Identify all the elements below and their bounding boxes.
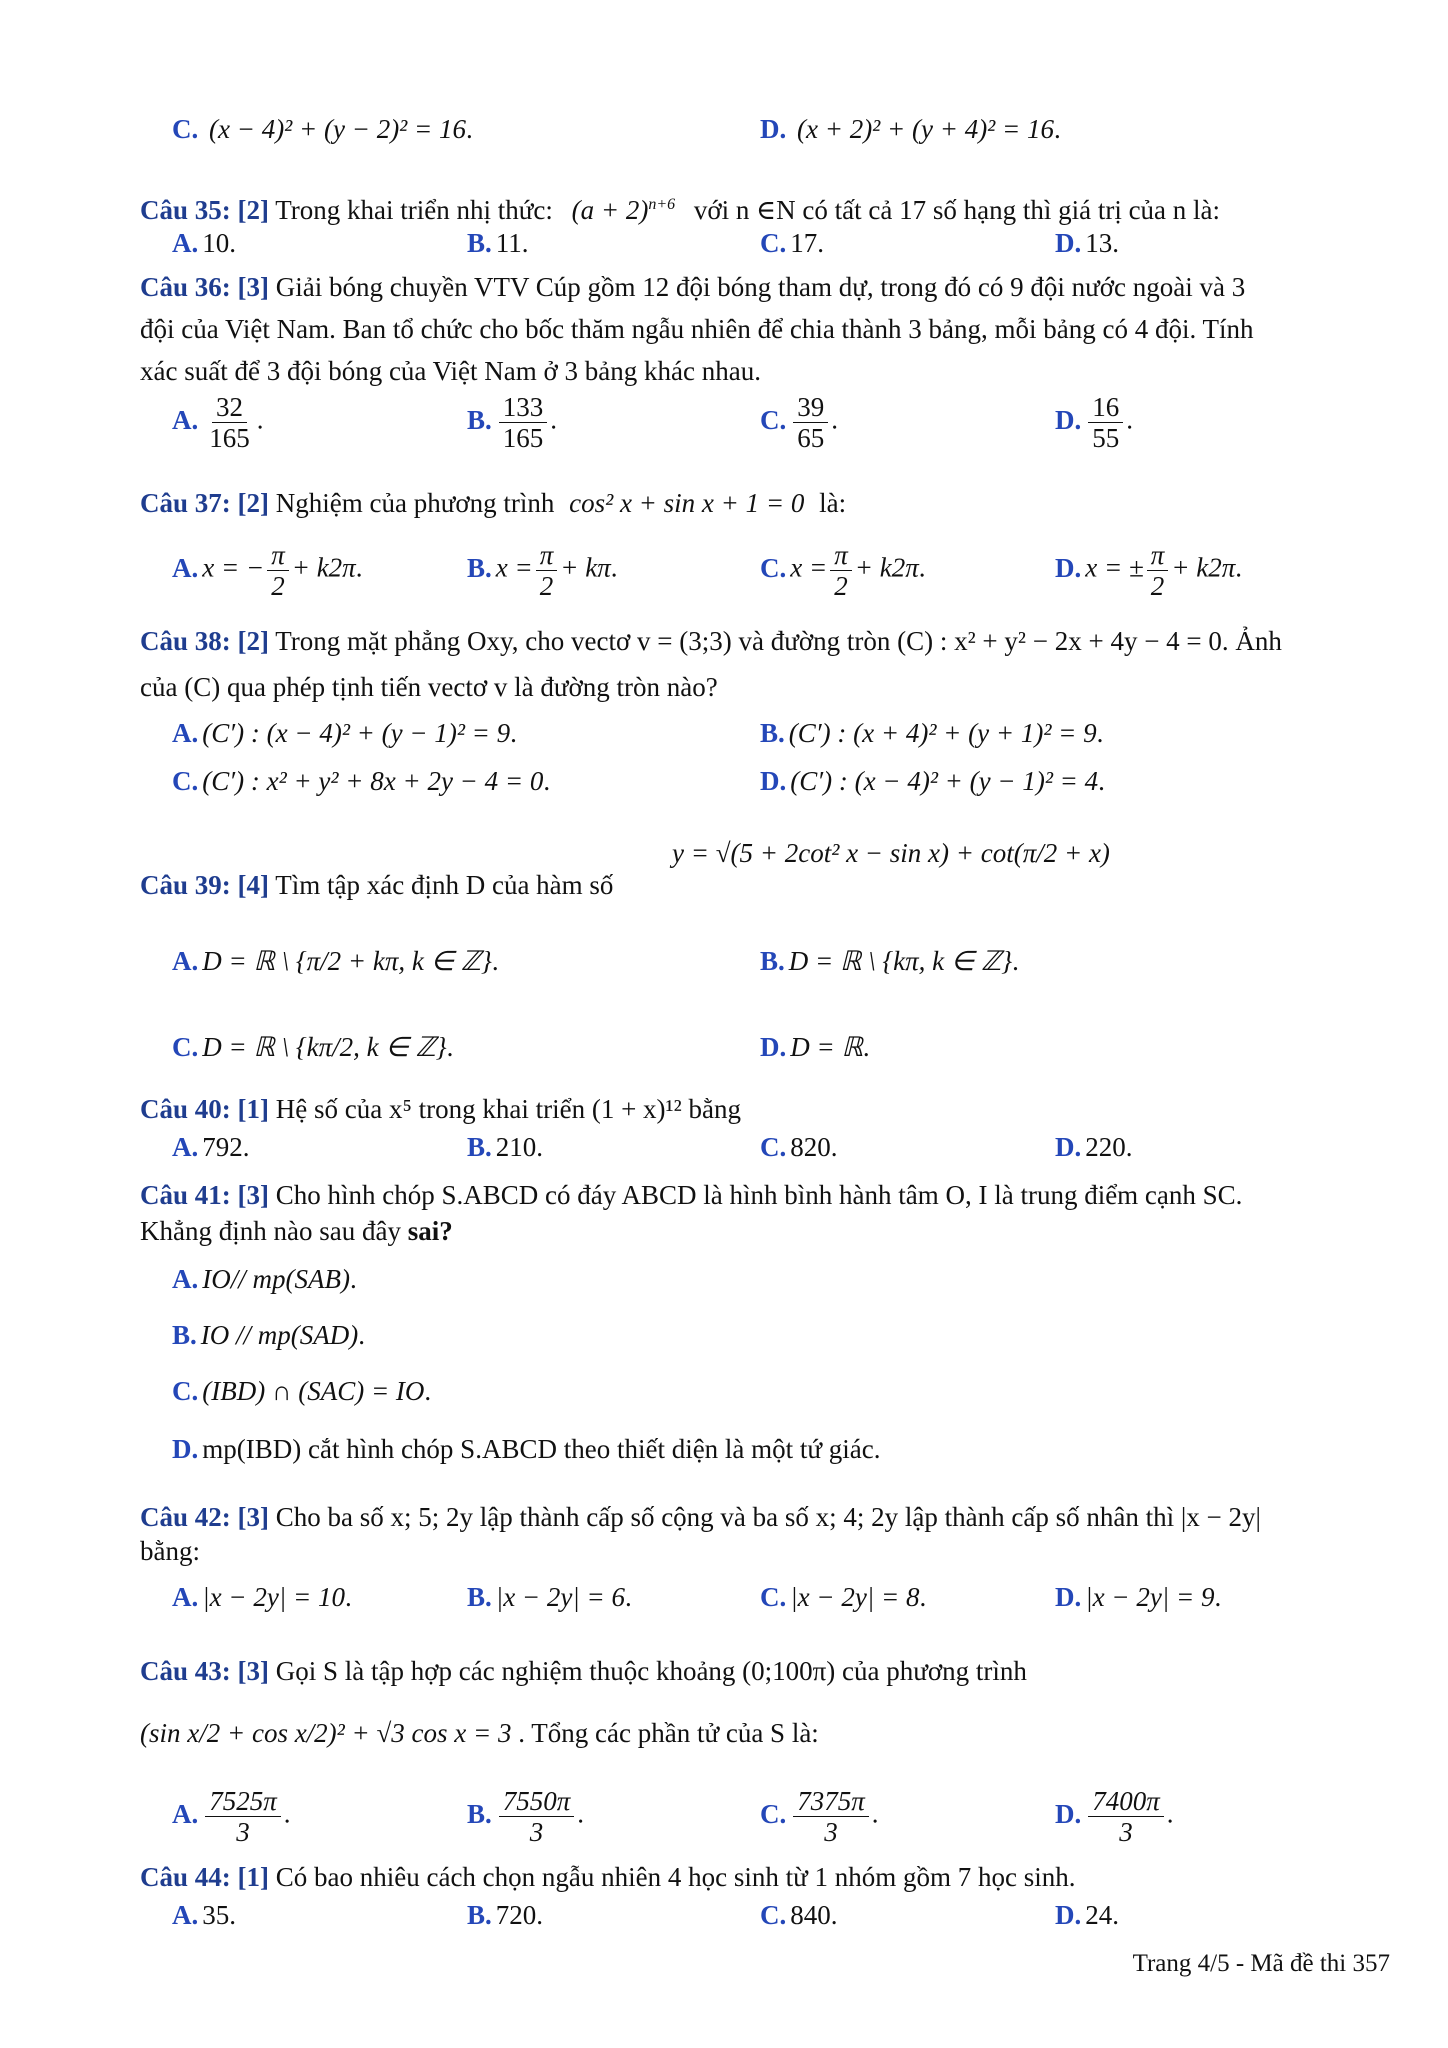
fraction: $\frac{\pi}{2}$ [267,540,289,601]
q36-option-a: A. $\frac{32}{165}$ . [172,392,264,453]
q42-option-a-text: |x − 2y| = 10 [202,1582,346,1612]
q42-option-c-text: |x − 2y| = 8 [790,1582,920,1612]
fraction: $\frac{\pi}{2}$ [536,540,558,601]
q42-option-c: C. |x − 2y| = 8. [760,1582,927,1612]
fraction: $\frac{133}{165}$ [499,392,548,453]
option-label: D. [172,1434,199,1464]
q37-tail: là: [819,488,847,518]
q35-option-a-text: 10 [202,228,230,258]
q44-option-d: D. 24. [1055,1900,1119,1930]
q36-stem-line3: xác suất để 3 đội bóng của Việt Nam ở 3 bảng khác nhau. [140,356,761,386]
q42-option-a: A. |x − 2y| = 10. [172,1582,352,1612]
q38-option-d: D. (C′) : (x − 4)² + (y − 1)² = 4. [760,766,1105,796]
option-label: C. [172,114,199,144]
option-label: C. [760,1582,787,1612]
q43-option-d: D. $\frac{7400\pi}{3}$ . [1055,1786,1174,1847]
q34-option-d-text: (x + 2)² + (y + 4)² = 16 [797,114,1055,144]
q35-count: 17 [899,195,927,225]
option-label: B. [467,228,492,258]
option-label: C. [172,766,199,796]
option-label: C. [172,1032,199,1062]
q38-stem-line1 [140,624,1282,658]
q35-option-d: D. 13. [1055,228,1119,258]
q35-number: Câu 35: [140,195,231,225]
option-label: D. [1055,1798,1082,1829]
fraction: $\frac{39}{65}$ [793,392,828,453]
q44-option-c: C. 840. [760,1900,838,1930]
q43-text-line2: . Tổng các phần tử của S là: [518,1718,819,1748]
option-label: B. [467,404,492,435]
fraction: $\frac{7525\pi}{3}$ [205,1786,281,1847]
option-label: C. [760,228,787,258]
q39-option-b: B. D = ℝ \ {kπ, k ∈ ℤ}. [760,946,1019,976]
option-label: A. [172,946,199,976]
fraction: $\frac{32}{165}$ [209,392,250,453]
q42-stem-line1 [140,1500,1261,1534]
q42-stem-line2: bằng: [140,1536,200,1566]
q38-option-c-text: (C′) : x² + y² + 8x + 2y − 4 = 0 [202,766,544,796]
q41-stem-line1 [140,1178,1242,1212]
q37-option-b: B. x = $\frac{\pi}{2}$ + kπ. [467,540,618,601]
option-label: B. [467,1798,492,1829]
q34-option-c-text: (x − 4)² + (y − 2)² = 16 [209,114,467,144]
q40-level: [1] [237,1094,269,1124]
q40-option-d: D. 220. [1055,1132,1133,1162]
option-label: C. [760,552,787,583]
option-label: D. [1055,552,1082,583]
q38-option-b: B. (C′) : (x + 4)² + (y + 1)² = 9. [760,718,1104,748]
q35-option-b-text: 11 [495,228,522,258]
q44-text: Có bao nhiêu cách chọn ngẫu nhiên 4 học sinh từ 1 nhóm gồm 7 học sinh. [275,1862,1076,1892]
page-footer: Trang 4/5 - Mã đề thi 357 [1132,1950,1390,1977]
q37-text: Nghiệm của phương trình [275,488,555,518]
q43-stem-line1 [140,1654,1027,1688]
q40-option-a-text: 792 [202,1132,243,1162]
q36-option-c: C. $\frac{39}{65}$ . [760,392,838,453]
q39-option-a: A. D = ℝ \ {π/2 + kπ, k ∈ ℤ}. [172,946,499,976]
q35-expr: (a + 2) [571,195,649,225]
q36-stem-line1 [140,270,1245,304]
fraction: $\frac{7400\pi}{3}$ [1088,1786,1164,1847]
option-label: B. [760,718,785,748]
fraction: $\frac{7550\pi}{3}$ [499,1786,575,1847]
option-label: B. [172,1320,197,1350]
q38-text-line1: Trong mặt phẳng Oxy, cho vectơ v = (3;3) và đường tròn (C) : x² + y² − 2x + 4y − 4 = 0. Ảnh [275,626,1282,656]
q38-option-b-text: (C′) : (x + 4)² + (y + 1)² = 9 [788,718,1097,748]
option-label: B. [467,1582,492,1612]
q39-option-c-text: D = ℝ \ {kπ/2, k ∈ ℤ} [202,1032,447,1062]
q41-text-line1: Cho hình chóp S.ABCD có đáy ABCD là hình bình hành tâm O, I là trung điểm cạnh SC. [275,1180,1243,1210]
q39-text: Tìm tập xác định D của hàm số [275,870,614,900]
option-label: C. [172,1376,199,1406]
option-label: C. [760,1900,787,1930]
q35-stem [140,188,1220,227]
q36-option-b: B. $\frac{133}{165}$ . [467,392,558,453]
q41-level: [3] [237,1180,269,1210]
q37-level: [2] [237,488,269,518]
q43-number: Câu 43: [140,1656,231,1686]
option-label: C. [760,1798,787,1829]
option-label: B. [467,1900,492,1930]
option-label: A. [172,552,199,583]
q34-option-d: D. (x + 2)² + (y + 4)² = 16. [760,114,1061,144]
q38-level: [2] [237,626,269,656]
option-label: A. [172,718,199,748]
q40-stem [140,1092,741,1126]
option-label: D. [760,114,787,144]
q41-text-line2: Khẳng định nào sau đây [140,1216,401,1246]
option-label: C. [760,404,787,435]
q38-stem-line2: của (C) qua phép tịnh tiến vectơ v là đường tròn nào? [140,672,718,702]
option-label: A. [172,228,199,258]
q42-option-d: D. |x − 2y| = 9. [1055,1582,1222,1612]
option-label: C. [760,1132,787,1162]
option-label: D. [1055,1582,1082,1612]
q40-text: Hệ số của x⁵ trong khai triển (1 + x)¹² bằng [275,1094,741,1124]
q40-option-d-text: 220 [1085,1132,1126,1162]
q36-level: [3] [237,272,269,302]
option-label: B. [760,946,785,976]
q36-text-line1: Giải bóng chuyền VTV Cúp gồm 12 đội bóng tham dự, trong đó có 9 đội nước ngoài và 3 [275,272,1246,302]
option-label: D. [1055,1132,1082,1162]
option-label: D. [1055,404,1082,435]
option-label: A. [172,1582,199,1612]
q38-number: Câu 38: [140,626,231,656]
q35-text-b: với n ∈N có tất cả [693,195,893,225]
q38-option-a-text: (C′) : (x − 4)² + (y − 1)² = 9 [202,718,511,748]
q42-option-d-text: |x − 2y| = 9 [1085,1582,1215,1612]
q39-option-b-text: D = ℝ \ {kπ, k ∈ ℤ} [788,946,1013,976]
q43-option-c: C. $\frac{7375\pi}{3}$ . [760,1786,879,1847]
q43-equation: (sin x/2 + cos x/2)² + √3 cos x = 3 [140,1718,512,1748]
q35-level: [2] [237,195,269,225]
option-label: A. [172,404,199,435]
option-label: A. [172,1798,199,1829]
q37-option-d: D. x = ± $\frac{\pi}{2}$ + k2π. [1055,540,1243,601]
q41-option-b-text: IO // mp(SAD) [200,1320,359,1350]
option-label: A. [172,1900,199,1930]
q37-option-a: A. x = − $\frac{\pi}{2}$ + k2π. [172,540,363,601]
q44-number: Câu 44: [140,1862,231,1892]
q40-option-c-text: 820 [790,1132,831,1162]
q44-option-a-text: 35 [202,1900,230,1930]
q39-level: [4] [237,870,269,900]
q44-level: [1] [237,1862,269,1892]
fraction: $\frac{16}{55}$ [1088,392,1123,453]
q43-option-a: A. $\frac{7525\pi}{3}$ . [172,1786,291,1847]
q38-option-d-text: (C′) : (x − 4)² + (y − 1)² = 4 [790,766,1099,796]
fraction: $\frac{7375\pi}{3}$ [793,1786,869,1847]
q41-number: Câu 41: [140,1180,231,1210]
q39-option-a-text: D = ℝ \ {π/2 + kπ, k ∈ ℤ} [202,946,492,976]
q41-emphasis: sai? [407,1216,453,1246]
q42-level: [3] [237,1502,269,1532]
q41-option-d [172,1432,881,1466]
q40-option-b-text: 210 [495,1132,537,1162]
q41-option-c-text: (IBD) ∩ (SAC) = IO [202,1376,425,1406]
q37-option-c: C. x = $\frac{\pi}{2}$ + k2π. [760,540,926,601]
q35-text-c: số hạng thì giá trị của n là: [932,195,1221,225]
q36-number: Câu 36: [140,272,231,302]
q43-equation-line [140,1716,819,1750]
q44-option-c-text: 840 [790,1900,831,1930]
q35-option-a: A. 10. [172,228,236,258]
q39-option-c: C. D = ℝ \ {kπ/2, k ∈ ℤ}. [172,1032,454,1062]
q39-function-text: y = √(5 + 2cot² x − sin x) + cot(π/2 + x) [672,838,1110,868]
q40-option-c: C. 820. [760,1132,838,1162]
option-label: D. [1055,228,1082,258]
q44-stem [140,1860,1076,1894]
q35-exp: n+6 [648,196,676,213]
q39-option-d-text: D = ℝ [790,1032,863,1062]
q43-option-b: B. $\frac{7550\pi}{3}$ . [467,1786,585,1847]
q39-option-d: D. D = ℝ. [760,1032,870,1062]
q35-text-a: Trong khai triển nhị thức: [275,195,553,225]
q34-option-c: C. (x − 4)² + (y − 2)² = 16. [172,114,473,144]
q41-option-d-text: mp(IBD) cắt hình chóp S.ABCD theo thiết diện là một tứ giác. [202,1434,881,1464]
q37-stem [140,486,846,520]
q35-option-d-text: 13 [1085,228,1113,258]
q35-option-b: B. 11. [467,228,529,258]
q40-number: Câu 40: [140,1094,231,1124]
q37-equation: cos² x + sin x + 1 = 0 [569,488,805,518]
q35-option-c: C. 17. [760,228,824,258]
q39-number: Câu 39: [140,870,231,900]
q37-number: Câu 37: [140,488,231,518]
q44-option-d-text: 24 [1085,1900,1113,1930]
option-label: D. [760,1032,787,1062]
q44-option-b-text: 720 [495,1900,537,1930]
q41-option-c: C. (IBD) ∩ (SAC) = IO. [172,1376,432,1406]
q35-option-c-text: 17 [790,228,818,258]
q43-text-line1: Gọi S là tập hợp các nghiệm thuộc khoảng (0;100π) của phương trình [275,1656,1027,1686]
option-label: D. [1055,1900,1082,1930]
q44-option-b: B. 720. [467,1900,544,1930]
option-label: D. [760,766,787,796]
fraction: $\frac{\pi}{2}$ [1147,540,1169,601]
q41-option-a: A. IO// mp(SAB). [172,1264,357,1294]
q38-option-c: C. (C′) : x² + y² + 8x + 2y − 4 = 0. [172,766,551,796]
option-label: B. [467,552,492,583]
option-label: B. [467,1132,492,1162]
q42-option-b: B. |x − 2y| = 6. [467,1582,632,1612]
q38-option-a: A. (C′) : (x − 4)² + (y − 1)² = 9. [172,718,517,748]
option-label: A. [172,1264,199,1294]
fraction: $\frac{\pi}{2}$ [830,540,852,601]
q39-stem [140,868,613,902]
q41-option-a-text: IO// mp(SAB) [202,1264,350,1294]
q41-stem-line2 [140,1214,453,1248]
q40-option-a: A. 792. [172,1132,250,1162]
option-label: A. [172,1132,199,1162]
q43-level: [3] [237,1656,269,1686]
q42-option-b-text: |x − 2y| = 6 [495,1582,626,1612]
q42-number: Câu 42: [140,1502,231,1532]
q42-text-line1: Cho ba số x; 5; 2y lập thành cấp số cộng và ba số x; 4; 2y lập thành cấp số nhân thì |x − 2y| [275,1502,1261,1532]
q36-stem-line2: đội của Việt Nam. Ban tổ chức cho bốc thăm ngẫu nhiên để chia thành 3 bảng, mỗi bảng có 4 đội. Tính [140,314,1254,344]
q41-option-b: B. IO // mp(SAD). [172,1320,365,1350]
q40-option-b: B. 210. [467,1132,544,1162]
q36-option-d: D. $\frac{16}{55}$ . [1055,392,1133,453]
q44-option-a: A. 35. [172,1900,236,1930]
q39-function [672,836,1110,870]
